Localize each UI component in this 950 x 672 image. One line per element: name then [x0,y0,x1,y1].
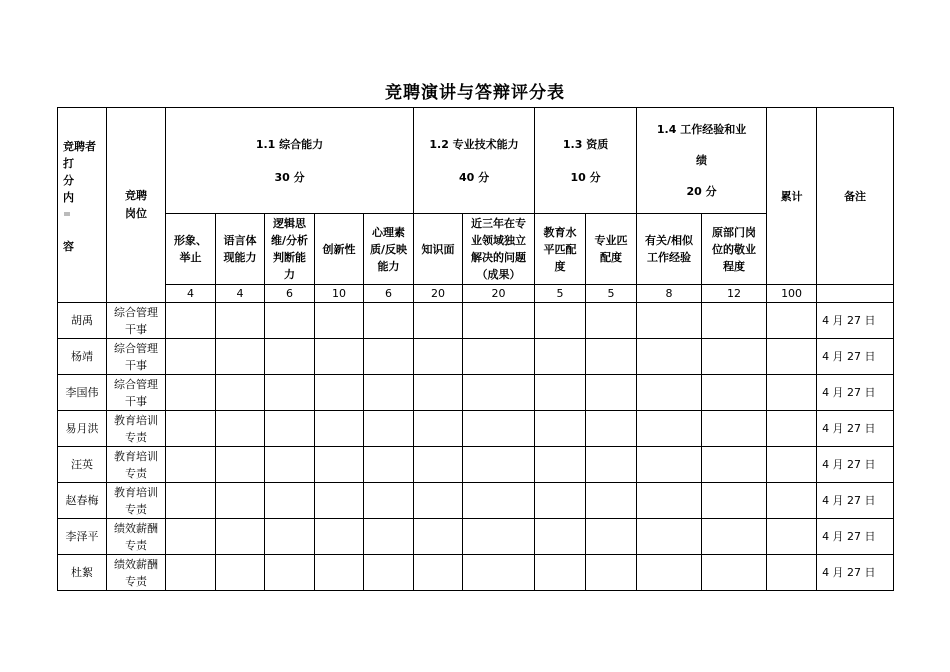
candidate-name: 汪英 [58,447,107,483]
position-text: 教育培训专责 [114,485,158,516]
weight-cell: 5 [586,285,637,303]
rater-label-line: 容 [63,240,74,253]
total-header: 累计 [767,108,817,285]
rater-label-line: 分 [63,174,74,187]
page-title: 竞聘演讲与答辩评分表 [385,83,565,103]
score-cell[interactable] [463,303,535,339]
position-text: 综合管理干事 [114,305,158,336]
score-cell[interactable] [702,519,767,555]
score-cell[interactable] [364,483,414,519]
score-cell[interactable] [216,411,265,447]
score-cell[interactable] [364,447,414,483]
remark-cell: 4 月 27 日 [817,519,894,555]
score-cell[interactable] [463,339,535,375]
candidate-position [107,411,166,447]
score-cell[interactable] [414,483,463,519]
score-cell[interactable] [586,447,637,483]
weight-cell: 12 [702,285,767,303]
sub-item-header: 有关/相似工作经验 [637,214,702,285]
score-cell[interactable] [702,483,767,519]
score-cell[interactable] [315,483,364,519]
score-cell[interactable] [586,411,637,447]
table-row [58,411,894,447]
score-cell[interactable] [535,303,586,339]
score-cell[interactable] [702,555,767,591]
score-cell[interactable] [265,411,315,447]
weight-cell: 8 [637,285,702,303]
score-cell[interactable] [637,411,702,447]
score-cell[interactable] [414,555,463,591]
score-cell[interactable] [535,447,586,483]
remark-cell: 4 月 27 日 [817,483,894,519]
table-row [58,483,894,519]
score-cell[interactable] [265,483,315,519]
position-text: 教育培训专责 [114,413,158,444]
score-cell[interactable] [265,339,315,375]
category-name: 1.2 专业技术能力 [429,137,519,151]
score-cell[interactable] [586,483,637,519]
score-cell[interactable] [463,375,535,411]
score-cell[interactable] [767,447,817,483]
sub-item-header: 专业匹配度 [586,214,637,285]
candidate-position [107,303,166,339]
score-cell[interactable] [535,483,586,519]
category-name: 1.3 资质 [562,137,609,151]
empty-cell [817,285,894,303]
category-score: 20 分 [686,185,717,198]
position-text: 综合管理干事 [114,377,158,408]
score-cell[interactable] [364,303,414,339]
remark-cell: 4 月 27 日 [817,555,894,591]
score-cell[interactable] [166,303,216,339]
position-text: 教育培训专责 [114,449,158,480]
category-name: 1.4 工作经验和业 [656,123,747,136]
score-cell[interactable] [216,519,265,555]
score-cell[interactable] [535,519,586,555]
position-text: 绩效薪酬专责 [114,521,158,552]
total-weight-cell: 100 [767,285,817,303]
category-header-2 [414,108,535,214]
score-cell[interactable] [637,339,702,375]
score-cell[interactable] [463,519,535,555]
candidate-name: 易月洪 [58,411,107,447]
score-cell[interactable] [265,447,315,483]
score-cell[interactable] [364,411,414,447]
rater-label-line: 内 [63,191,74,204]
score-cell[interactable] [586,303,637,339]
score-cell[interactable] [265,519,315,555]
score-cell[interactable] [463,483,535,519]
remarks-header: 备注 [817,108,894,285]
weight-cell: 4 [216,285,265,303]
sub-item-header: 近三年在专业领域独立解决的问题（成果） [463,214,535,285]
score-cell[interactable] [767,519,817,555]
weight-cell: 20 [463,285,535,303]
score-cell[interactable] [414,519,463,555]
category-header-1 [166,108,414,214]
weight-cell: 5 [535,285,586,303]
score-cell[interactable] [166,483,216,519]
category-score: 30 分 [274,170,305,184]
remark-cell: 4 月 27 日 [817,375,894,411]
sub-item-header: 创新性 [315,214,364,285]
position-text: 综合管理干事 [114,341,158,372]
sub-item-header: 教育水平匹配度 [535,214,586,285]
category-score: 40 分 [458,170,490,184]
score-cell[interactable] [586,519,637,555]
score-cell[interactable] [767,555,817,591]
weight-cell: 4 [166,285,216,303]
score-cell[interactable] [637,447,702,483]
score-cell[interactable] [265,375,315,411]
score-cell[interactable] [535,339,586,375]
score-cell[interactable] [767,375,817,411]
score-cell[interactable] [702,447,767,483]
position-text: 绩效薪酬专责 [114,557,158,588]
category-score: 10 分 [570,170,601,184]
score-cell[interactable] [315,375,364,411]
weight-cell: 20 [414,285,463,303]
table-row [58,303,894,339]
remark-cell: 4 月 27 日 [817,339,894,375]
score-cell[interactable] [414,411,463,447]
weight-cell: 10 [315,285,364,303]
remark-cell: 4 月 27 日 [817,411,894,447]
score-cell[interactable] [463,447,535,483]
sub-item-header: 逻辑思维/分析判断能力 [265,214,315,285]
score-cell[interactable] [637,519,702,555]
score-cell[interactable] [166,375,216,411]
table-row [58,555,894,591]
score-cell[interactable] [216,375,265,411]
score-cell[interactable] [637,483,702,519]
score-cell[interactable] [166,555,216,591]
score-cell[interactable] [702,339,767,375]
candidate-name: 李国伟 [58,375,107,411]
position-header [107,108,166,303]
score-cell[interactable] [315,303,364,339]
category-header-3 [535,108,637,214]
score-cell[interactable] [767,483,817,519]
score-cell[interactable] [265,303,315,339]
score-table [57,107,894,591]
candidate-position [107,555,166,591]
candidate-position [107,375,166,411]
score-cell[interactable] [216,303,265,339]
table-row [58,339,894,375]
score-cell[interactable] [315,447,364,483]
score-cell[interactable] [637,375,702,411]
score-cell[interactable] [414,339,463,375]
rater-label-line: 打 [63,157,74,170]
score-cell[interactable] [315,519,364,555]
candidate-position [107,447,166,483]
score-cell[interactable] [166,519,216,555]
score-cell[interactable] [414,375,463,411]
score-cell[interactable] [463,411,535,447]
score-cell[interactable] [265,555,315,591]
table-row [58,519,894,555]
candidate-position [107,519,166,555]
score-cell[interactable] [364,375,414,411]
score-cell[interactable] [315,555,364,591]
candidate-position [107,339,166,375]
score-cell[interactable] [364,339,414,375]
table-row [58,447,894,483]
score-cell[interactable] [767,411,817,447]
category-name: 绩 [696,154,708,167]
score-cell[interactable] [767,303,817,339]
candidate-position [107,483,166,519]
score-cell[interactable] [414,447,463,483]
score-cell[interactable] [216,339,265,375]
score-cell[interactable] [364,555,414,591]
score-cell[interactable] [414,303,463,339]
candidate-name: 胡禹 [58,303,107,339]
score-cell[interactable] [216,483,265,519]
score-cell[interactable] [315,411,364,447]
candidate-name: 赵春梅 [58,483,107,519]
sub-item-header: 心理素质/反映能力 [364,214,414,285]
score-cell[interactable] [216,555,265,591]
score-cell[interactable] [702,303,767,339]
candidate-name: 杜絮 [58,555,107,591]
score-cell[interactable] [535,411,586,447]
weight-cell: 6 [364,285,414,303]
score-cell[interactable] [364,519,414,555]
score-cell[interactable] [315,339,364,375]
score-cell[interactable] [637,555,702,591]
category-header-4 [637,108,767,214]
remark-cell: 4 月 27 日 [817,447,894,483]
table-row [58,375,894,411]
score-cell[interactable] [463,555,535,591]
sub-item-header: 语言体现能力 [216,214,265,285]
sub-item-header: 原部门岗位的敬业程度 [702,214,767,285]
score-cell[interactable] [637,303,702,339]
sub-item-header: 知识面 [414,214,463,285]
score-cell[interactable] [702,411,767,447]
candidate-name: 李泽平 [58,519,107,555]
weight-cell: 6 [265,285,315,303]
score-cell[interactable] [216,447,265,483]
remark-cell: 4 月 27 日 [817,303,894,339]
candidate-name: 杨靖 [58,339,107,375]
score-cell[interactable] [767,339,817,375]
score-cell[interactable] [586,555,637,591]
rater-header-cell [58,108,107,303]
score-cell[interactable] [535,555,586,591]
score-cell[interactable] [166,411,216,447]
score-cell[interactable] [166,447,216,483]
score-cell[interactable] [535,375,586,411]
score-cell[interactable] [166,339,216,375]
score-cell[interactable] [586,339,637,375]
position-label: 竞聘岗位 [125,189,147,220]
rater-label-line: 竞聘者 [63,140,96,153]
score-cell[interactable] [586,375,637,411]
category-name: 1.1 综合能力 [255,137,324,151]
small-mark [64,212,70,216]
score-cell[interactable] [702,375,767,411]
sub-item-header: 形象、举止 [166,214,216,285]
